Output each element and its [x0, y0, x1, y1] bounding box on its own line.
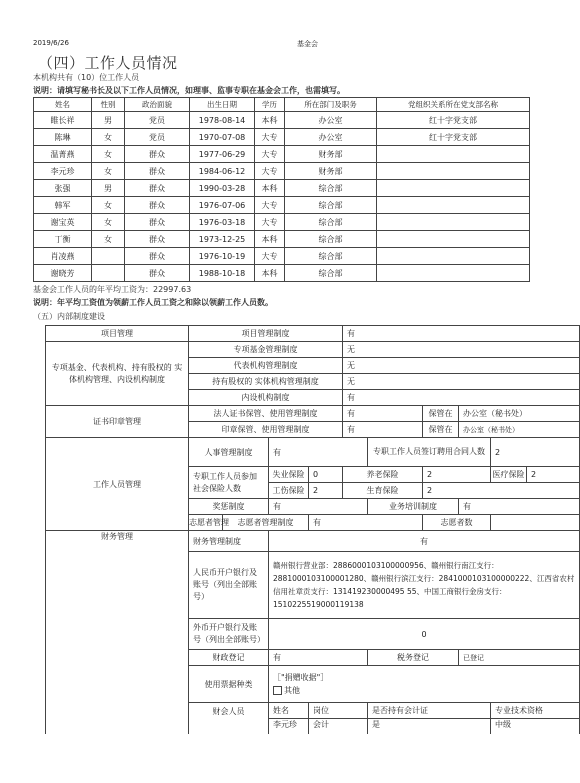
label-special-fund: 专项基金管理制度 — [189, 342, 343, 358]
cell-political: 群众 — [125, 265, 190, 282]
value-maternity: 2 — [423, 483, 580, 499]
col-staff-position: 岗位 — [309, 703, 368, 719]
value-contract-count: 2 — [491, 438, 580, 467]
category-cert-seal: 证书印章管理 — [46, 406, 189, 438]
value-pension: 2 — [423, 467, 491, 483]
label-fx-accounts: 外币开户银行及账号（列出全部账号） — [189, 619, 269, 650]
value-volunteer-system: 有 — [309, 515, 423, 531]
cell-party-branch: 红十字党支部 — [377, 129, 530, 146]
label-injury: 工伤保险 — [269, 483, 309, 499]
label-finance-system: 财务管理制度 — [189, 531, 269, 552]
cell-political: 群众 — [125, 146, 190, 163]
cell-dept: 财务部 — [285, 163, 377, 180]
cell-name: 韩军 — [34, 197, 92, 214]
value-volunteer-count — [491, 515, 580, 531]
value-seal: 有 — [343, 422, 423, 438]
row-finance-system — [46, 531, 580, 552]
cell-name: 李元珍 — [34, 163, 92, 180]
cell-education: 大专 — [255, 214, 285, 231]
row-staff-hr — [46, 438, 580, 467]
value-rep-office: 无 — [343, 358, 580, 374]
cell-birth: 1976-03-18 — [190, 214, 255, 231]
cell-birth: 1978-08-14 — [190, 112, 255, 129]
label-reward: 奖惩制度 — [189, 499, 269, 515]
col-header: 政治面貌 — [125, 98, 190, 112]
cell-party-branch: 红十字党支部 — [377, 112, 530, 129]
label-training: 业务培训制度 — [368, 499, 459, 515]
col-header: 党组织关系所在党支部名称 — [377, 98, 530, 112]
staff-count-line: 本机构共有（10）位工作人员 — [33, 73, 140, 82]
page-header-title: 基金会 — [297, 40, 318, 48]
cell-gender: 男 — [92, 112, 125, 129]
cell-education: 本科 — [255, 112, 285, 129]
value-medical: 2 — [527, 467, 580, 483]
label-bank-accounts: 人民币开户银行及账号（列出全部账号） — [189, 552, 269, 619]
print-date: 2019/6/26 — [33, 39, 69, 47]
table-row — [34, 248, 530, 265]
cell-dept: 办公室 — [285, 129, 377, 146]
cell-political: 群众 — [125, 197, 190, 214]
cell-party-branch — [377, 146, 530, 163]
category-project: 项目管理 — [46, 326, 189, 342]
label-seal-keeper: 保管在 — [423, 422, 459, 438]
cell-name: 温菁燕 — [34, 146, 92, 163]
label-insurance: 专职工作人员参加社会保险人数 — [189, 467, 269, 499]
cell-name: 丁衡 — [34, 231, 92, 248]
salary-line: 基金会工作人员的年平均工资为：22997.63 — [33, 285, 192, 294]
label-fin-reg: 财政登记 — [189, 650, 269, 666]
label-cert: 法人证书保管、使用管理制度 — [189, 406, 343, 422]
row-project-mgmt — [46, 326, 580, 342]
cell-birth: 1973-12-25 — [190, 231, 255, 248]
receipt-option-other — [273, 684, 579, 697]
label-maternity: 生育保险 — [343, 483, 423, 499]
value-finance-system: 有 — [269, 531, 580, 552]
label-seal: 印章保管、使用管理制度 — [189, 422, 343, 438]
cell-education: 大专 — [255, 197, 285, 214]
category-staff-mgmt: 工作人员管理 — [46, 438, 189, 531]
cell-gender: 女 — [92, 214, 125, 231]
staff-table — [33, 97, 530, 282]
value-hr-system: 有 — [269, 438, 368, 467]
cell-political: 群众 — [125, 248, 190, 265]
label-tax-reg: 税务登记 — [368, 650, 459, 666]
label-volunteer-count: 志愿者数 — [423, 515, 491, 531]
cell-education: 本科 — [255, 180, 285, 197]
label-internal-dept: 内设机构制度 — [189, 390, 343, 406]
value-cert-keeper: 办公室（秘书处） — [459, 406, 580, 422]
label-medical: 医疗保险 — [491, 467, 527, 483]
cell-gender: 女 — [92, 231, 125, 248]
col-header: 出生日期 — [190, 98, 255, 112]
cell-party-branch — [377, 214, 530, 231]
category-special-fund: 专项基金、代表机构、持有股权的 实体机构管理、内设机构制度 — [46, 342, 189, 406]
staff-cert: 是 — [368, 719, 491, 735]
category-volunteer: 志愿者管理 — [189, 515, 223, 531]
cell-gender: 女 — [92, 197, 125, 214]
cell-name: 张强 — [34, 180, 92, 197]
col-header: 性别 — [92, 98, 125, 112]
cell-party-branch — [377, 163, 530, 180]
value-fx-accounts: 0 — [269, 619, 580, 650]
cell-gender: 男 — [92, 180, 125, 197]
table-row — [34, 163, 530, 180]
label-rep-office: 代表机构管理制度 — [189, 358, 343, 374]
staff-table-header — [34, 98, 530, 112]
cell-gender: 女 — [92, 146, 125, 163]
value-tax-reg: 已登记 — [459, 650, 580, 666]
cell-party-branch — [377, 197, 530, 214]
cell-education: 大专 — [255, 146, 285, 163]
label-hr-system: 人事管理制度 — [189, 438, 269, 467]
label-cert-keeper: 保管在 — [423, 406, 459, 422]
value-equity-entity: 无 — [343, 374, 580, 390]
label-unemployment: 失业保险 — [269, 467, 309, 483]
cell-birth: 1984-06-12 — [190, 163, 255, 180]
cell-political: 群众 — [125, 214, 190, 231]
cell-dept: 综合部 — [285, 180, 377, 197]
label-receipt-types: 使用票据种类 — [189, 666, 269, 703]
col-staff-cert: 是否持有会计证 — [368, 703, 491, 719]
receipt-option-other-label: 其他 — [284, 686, 300, 695]
cell-education: 大专 — [255, 129, 285, 146]
cell-name: 陈琳 — [34, 129, 92, 146]
salary-note: 说明：年平均工资值为领薪工作人员工资之和除以领薪工作人员数。 — [33, 298, 273, 307]
col-staff-qualification: 专业技术资格 — [491, 703, 580, 719]
cell-birth: 1977-06-29 — [190, 146, 255, 163]
staff-qualification: 中级 — [491, 719, 580, 735]
table-row — [34, 197, 530, 214]
cell-gender — [92, 265, 125, 282]
cell-dept: 综合部 — [285, 265, 377, 282]
label-project-system: 项目管理制度 — [189, 326, 343, 342]
cell-birth: 1970-07-08 — [190, 129, 255, 146]
cell-education: 大专 — [255, 248, 285, 265]
cell-political: 党员 — [125, 129, 190, 146]
value-injury: 2 — [309, 483, 343, 499]
cell-political: 群众 — [125, 180, 190, 197]
table-row — [34, 231, 530, 248]
cell-dept: 综合部 — [285, 214, 377, 231]
label-pension: 养老保险 — [343, 467, 423, 483]
cell-gender: 女 — [92, 129, 125, 146]
value-cert: 有 — [343, 406, 423, 422]
internal-system-table — [45, 325, 580, 734]
value-seal-keeper: 办公室（秘书处） — [459, 422, 580, 438]
cell-birth: 1988-10-18 — [190, 265, 255, 282]
label-contract-count: 专职工作人员签订聘用合同人数 — [368, 438, 491, 467]
cell-party-branch — [377, 248, 530, 265]
row-cert-0 — [46, 406, 580, 422]
cell-dept: 财务部 — [285, 146, 377, 163]
label-volunteer-system: 志愿者管理制度 — [223, 515, 309, 531]
table-row — [34, 146, 530, 163]
value-special-fund: 无 — [343, 342, 580, 358]
cell-birth: 1976-10-19 — [190, 248, 255, 265]
cell-dept: 办公室 — [285, 112, 377, 129]
cell-birth: 1976-07-06 — [190, 197, 255, 214]
staff-position: 会计 — [309, 719, 368, 735]
cell-name: 谢宝英 — [34, 214, 92, 231]
table-row — [34, 265, 530, 282]
cell-birth: 1990-03-28 — [190, 180, 255, 197]
col-header: 学历 — [255, 98, 285, 112]
cell-dept: 综合部 — [285, 248, 377, 265]
cell-education: 大专 — [255, 163, 285, 180]
label-equity-entity: 持有股权的 实体机构管理制度 — [189, 374, 343, 390]
value-bank-accounts: 赣州银行营业部：2886000103100000956、赣州银行南江支行：2881000103100001280、赣州银行滨江支行：2841000103100000222、江西省农村信用社章贡支行：131419230000495 55、中国工商银行金房支行：1510225519000119138 — [269, 552, 580, 619]
cell-party-branch — [377, 231, 530, 248]
col-header: 所在部门及职务 — [285, 98, 377, 112]
cell-party-branch — [377, 265, 530, 282]
value-unemployment: 0 — [309, 467, 343, 483]
table-row — [34, 112, 530, 129]
value-training: 有 — [459, 499, 580, 515]
row-special-fund-0 — [46, 342, 580, 358]
table-row — [34, 129, 530, 146]
col-header: 姓名 — [34, 98, 92, 112]
table-row — [34, 180, 530, 197]
checkbox-icon — [273, 686, 282, 695]
cell-political: 群众 — [125, 231, 190, 248]
staff-name: 李元珍 — [269, 719, 309, 735]
cell-name: 睢长祥 — [34, 112, 92, 129]
table-row — [34, 214, 530, 231]
value-project-system: 有 — [343, 326, 580, 342]
cell-education: 本科 — [255, 231, 285, 248]
cell-dept: 综合部 — [285, 197, 377, 214]
value-receipt-types — [269, 666, 580, 703]
cell-political: 党员 — [125, 112, 190, 129]
label-accounting-staff: 财会人员 — [189, 703, 269, 735]
section-title-staff: （四）工作人员情况 — [38, 54, 178, 72]
receipt-option-donation: ［"捐赠收据"］ — [273, 673, 329, 682]
cell-name: 肖凌燕 — [34, 248, 92, 265]
value-reward: 有 — [269, 499, 368, 515]
value-internal-dept: 有 — [343, 390, 580, 406]
staff-note: 说明：请填写秘书长及以下工作人员情况，如理事、监事专职在基金会工作，也需填写。 — [33, 86, 345, 95]
cell-gender — [92, 248, 125, 265]
category-finance: 财务管理 — [46, 531, 189, 735]
cell-education: 本科 — [255, 265, 285, 282]
cell-party-branch — [377, 180, 530, 197]
cell-political: 群众 — [125, 163, 190, 180]
cell-gender: 女 — [92, 163, 125, 180]
cell-name: 谢晓芳 — [34, 265, 92, 282]
section-title-internal: （五）内部制度建设 — [33, 312, 105, 321]
value-fin-reg: 有 — [269, 650, 368, 666]
cell-dept: 综合部 — [285, 231, 377, 248]
col-staff-name: 姓名 — [269, 703, 309, 719]
